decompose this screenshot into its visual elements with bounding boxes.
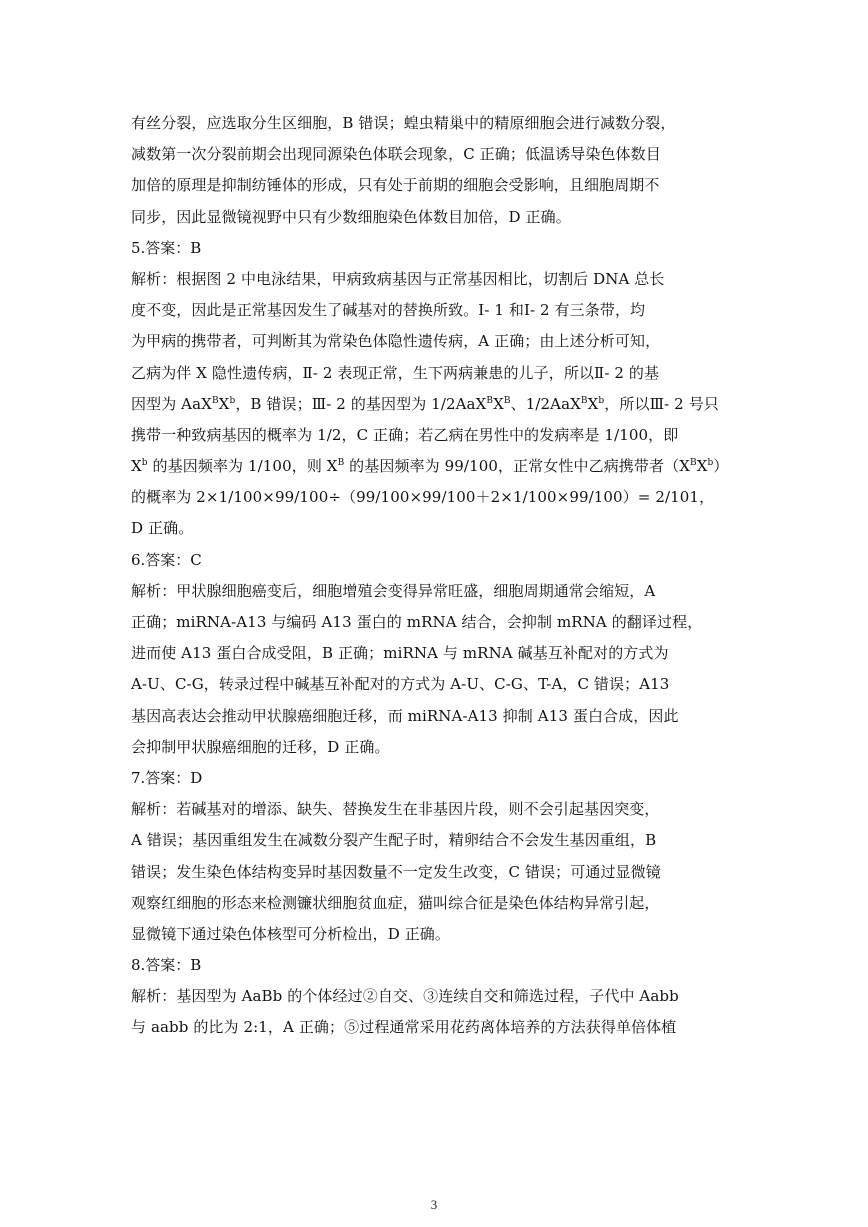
text-line: A-U、C-G，转录过程中碱基互补配对的方式为 A-U、C-G、T-A，C 错误；A13 xyxy=(131,675,670,694)
text-line: 会抑制甲状腺癌细胞的迁移，D 正确。 xyxy=(131,737,390,756)
text-line: 同步，因此显微镜视野中只有少数细胞染色体数目加倍，D 正确。 xyxy=(131,207,571,226)
answer-heading: 6.答案：C xyxy=(131,550,202,569)
text-line: 解析：根据图 2 中电泳结果，甲病致病基因与正常基因相比，切割后 DNA 总长 xyxy=(131,269,665,288)
text-line: 为甲病的携带者，可判断其为常染色体隐性遗传病，A 正确；由上述分析可知， xyxy=(131,332,661,351)
text-line: 的概率为 2×1/100×99/100÷（99/100×99/100＋2×1/100×99/100）= 2/101， xyxy=(131,488,715,507)
explanation-paragraph xyxy=(131,981,743,1043)
text-line: D 正确。 xyxy=(131,519,194,538)
text-line: 基因高表达会推动甲状腺癌细胞迁移，而 miRNA-A13 抑制 A13 蛋白合成，因此 xyxy=(131,706,679,725)
explanation-paragraph xyxy=(131,264,743,545)
text-line: 加倍的原理是抑制纺锤体的形成，只有处于前期的细胞会受影响，且细胞周期不 xyxy=(131,176,660,195)
text-line: 携带一种致病基因的概率为 1/2，C 正确；若乙病在男性中的发病率是 1/100，即 xyxy=(131,425,679,444)
answer-heading: 8.答案：B xyxy=(131,956,202,975)
text-line: 进而使 A13 蛋白合成受阻，B 正确；miRNA 与 mRNA 碱基互补配对的方式为 xyxy=(131,644,669,663)
text-line: 正确；miRNA-A13 与编码 A13 蛋白的 mRNA 结合，会抑制 mRNA 的翻译过程， xyxy=(131,613,703,631)
explanation-paragraph xyxy=(131,576,743,763)
text-line: 解析：若碱基对的增添、缺失、替换发生在非基因片段，则不会引起基因突变， xyxy=(131,800,660,819)
answer-heading: 5.答案：B xyxy=(131,238,202,257)
text-line: 减数第一次分裂前期会出现同源染色体联会现象，C 正确；低温诱导染色体数目 xyxy=(131,145,661,164)
explanation-paragraph xyxy=(131,794,743,950)
text-line: 与 aabb 的比为 2:1，A 正确；⑤过程通常采用花药离体培养的方法获得单倍体植 xyxy=(131,1018,677,1037)
text-line: 解析：甲状腺细胞癌变后，细胞增殖会变得异常旺盛，细胞周期通常会缩短，A xyxy=(131,581,656,600)
page-number: 3 xyxy=(430,1197,438,1212)
text-line: 度不变，因此是正常基因发生了碱基对的替换所致。Ⅰ- 1 和Ⅰ- 2 有三条带，均 xyxy=(131,301,646,320)
explanation-paragraph xyxy=(131,108,743,233)
text-line: 错误；发生染色体结构变异时基因数量不一定发生改变，C 错误；可通过显微镜 xyxy=(131,862,661,881)
document-body xyxy=(131,108,743,1044)
text-line: 解析：基因型为 AaBb 的个体经过②自交、③连续自交和筛选过程，子代中 Aabb xyxy=(131,987,679,1006)
text-line: 观察红细胞的形态来检测镰状细胞贫血症，猫叫综合征是染色体结构异常引起， xyxy=(131,893,660,912)
text-line: 因型为 $AaX^BX^b$，B 错误；Ⅲ- 2 的基因型为 $1/2AaX^BX^B$、$1/2AaX^BX^b$，所以Ⅲ- 2 号只 xyxy=(131,394,719,413)
text-line: 有丝分裂，应选取分生区细胞，B 错误；蝗虫精巢中的精原细胞会进行减数分裂， xyxy=(131,114,676,132)
text-line: 乙病为伴 X 隐性遗传病，Ⅱ- 2 表现正常，生下两病兼患的儿子，所以Ⅱ- 2 的基 xyxy=(131,363,660,382)
text-line: $X^b$ 的基因频率为 1/100，则 $X^B$ 的基因频率为 99/100，正常女性中乙病携带者$(X^BX^b)$ xyxy=(131,457,729,476)
answer-heading: 7.答案：D xyxy=(131,768,203,787)
text-line: A 错误；基因重组发生在减数分裂产生配子时，精卵结合不会发生基因重组，B xyxy=(131,831,657,850)
text-line: 显微镜下通过染色体核型可分析检出，D 正确。 xyxy=(131,924,450,943)
